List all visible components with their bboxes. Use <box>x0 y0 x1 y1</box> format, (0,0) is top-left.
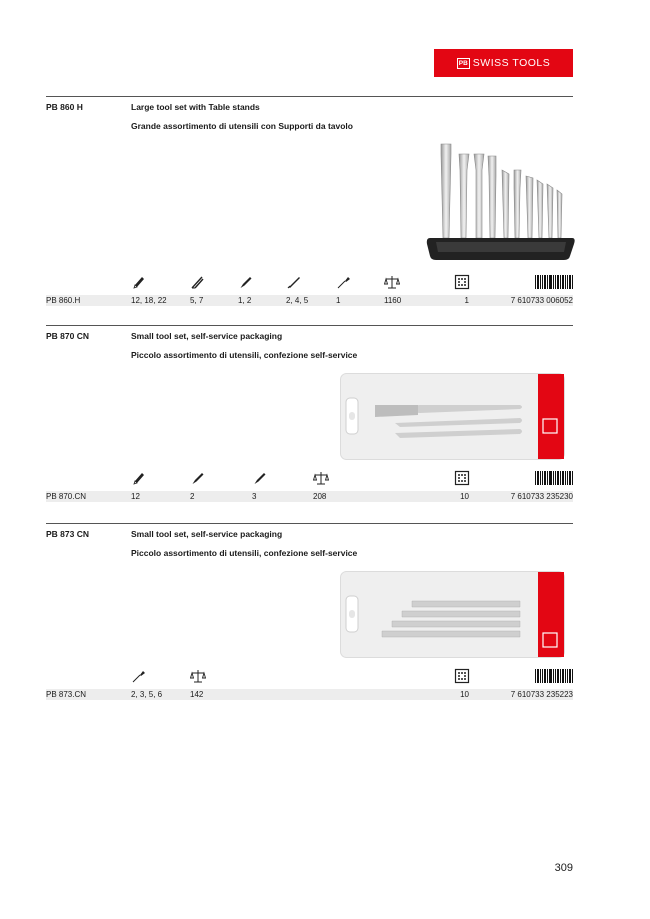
product-code: PB 873 CN <box>46 529 89 539</box>
center-punch-icon <box>238 274 254 290</box>
center-punch-icon-2 <box>252 470 268 486</box>
product-title-it: Piccolo assortimento di utensili, confezione self-service <box>131 350 358 360</box>
flat-chisel-icon <box>131 274 147 290</box>
cape-chisel-icon <box>190 274 206 290</box>
weight-value: 142 <box>190 690 204 699</box>
center-punch-sizes-2: 3 <box>252 492 257 501</box>
drift-punch-icon <box>286 274 302 290</box>
product-title-it: Grande assortimento di utensili con Supporti da tavolo <box>131 121 353 131</box>
attribute-icon-row <box>46 274 573 292</box>
barcode-icon <box>535 471 573 485</box>
pb-swiss-tools-logo <box>434 49 573 77</box>
center-punch-icon <box>190 470 206 486</box>
cape-chisel-sizes: 5, 7 <box>190 296 204 305</box>
barcode-icon <box>535 275 573 289</box>
package-qty: 1 <box>464 296 469 305</box>
product-image-blister-pack <box>340 571 580 659</box>
article-number: PB 873.CN <box>46 690 87 699</box>
section-divider <box>46 523 573 524</box>
product-image-tool-stand <box>426 140 576 262</box>
package-qty: 10 <box>460 690 469 699</box>
logo-text: SWISS TOOLS <box>472 57 551 69</box>
weight-value: 208 <box>313 492 327 501</box>
package-qty-icon <box>454 470 470 486</box>
product-data-row <box>46 689 573 700</box>
flat-chisel-icon <box>131 470 147 486</box>
weight-scale-icon <box>384 274 400 290</box>
package-qty-icon <box>454 274 470 290</box>
center-punch-sizes: 1, 2 <box>238 296 252 305</box>
flat-chisel-sizes: 12 <box>131 492 140 501</box>
product-section-pb-860-h <box>46 96 573 311</box>
product-title-en: Small tool set, self-service packaging <box>131 529 283 539</box>
product-section-pb-870-cn <box>46 325 573 510</box>
attribute-icon-row <box>46 668 573 686</box>
product-code: PB 870 CN <box>46 331 89 341</box>
weight-scale-icon <box>190 668 206 684</box>
barcode-icon <box>535 669 573 683</box>
ean-code: 7 610733 235230 <box>510 492 573 501</box>
pin-punch-sizes: 2, 3, 5, 6 <box>131 690 163 699</box>
product-title-en: Large tool set with Table stands <box>131 102 260 112</box>
attribute-icon-row <box>46 470 573 488</box>
product-code: PB 860 H <box>46 102 83 112</box>
ean-code: 7 610733 235223 <box>510 690 573 699</box>
weight-scale-icon <box>313 470 329 486</box>
drift-punch-sizes: 2, 4, 5 <box>286 296 309 305</box>
article-number: PB 860.H <box>46 296 81 305</box>
article-number: PB 870.CN <box>46 492 87 501</box>
ean-code: 7 610733 006052 <box>510 296 573 305</box>
package-qty: 10 <box>460 492 469 501</box>
product-data-row <box>46 491 573 502</box>
product-section-pb-873-cn <box>46 523 573 708</box>
flat-chisel-sizes: 12, 18, 22 <box>131 296 167 305</box>
product-data-row <box>46 295 573 306</box>
logo-mark: PB <box>458 59 468 67</box>
page-number: 309 <box>554 862 573 874</box>
section-divider <box>46 325 573 326</box>
pin-punch-icon <box>336 274 352 290</box>
package-qty-icon <box>454 668 470 684</box>
pin-punch-icon <box>131 668 147 684</box>
product-image-blister-pack <box>340 373 580 461</box>
center-punch-sizes: 2 <box>190 492 195 501</box>
pin-punch-sizes: 1 <box>336 296 341 305</box>
product-title-it: Piccolo assortimento di utensili, confezione self-service <box>131 548 358 558</box>
weight-value: 1160 <box>384 296 402 305</box>
section-divider <box>46 96 573 97</box>
product-title-en: Small tool set, self-service packaging <box>131 331 283 341</box>
